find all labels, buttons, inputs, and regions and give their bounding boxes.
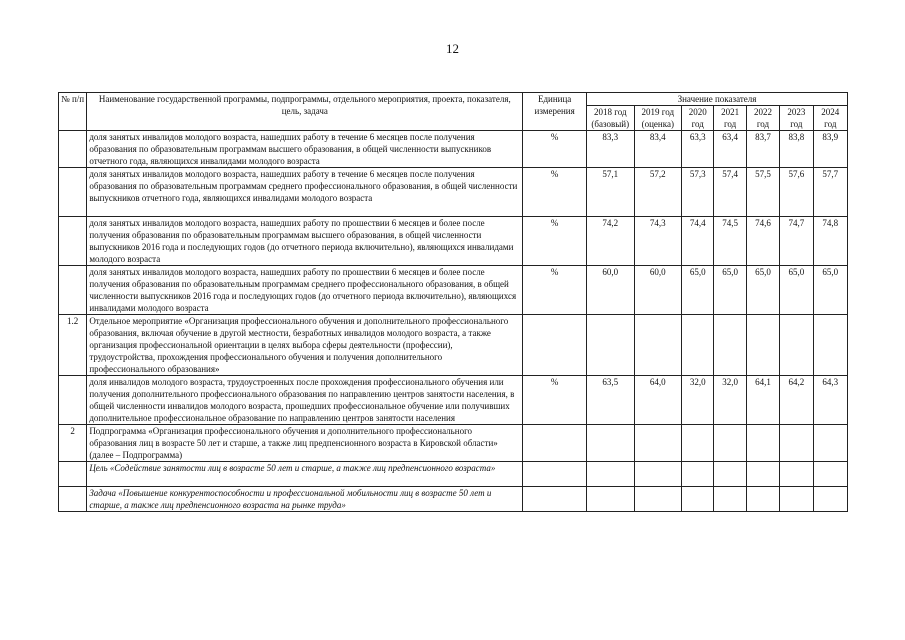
row-no: 2 (59, 425, 87, 462)
header-year: 2024 год (813, 106, 847, 131)
row-value (780, 462, 813, 487)
row-value (714, 462, 746, 487)
row-value: 83,9 (813, 131, 847, 168)
row-name: доля инвалидов молодого возраста, трудоустроенных после прохождения профессионального обучения или получения дополнительного профессионального образования по направлению центров занятости населения, в общей численности инвалидов молодого возраста, прошедших профессиональное обучение или получивших дополнительное профессиональное образование по направлению центров занятости населения (87, 376, 523, 425)
row-value (714, 425, 746, 462)
row-value: 83,7 (746, 131, 779, 168)
table-row (59, 425, 848, 462)
row-value (682, 462, 714, 487)
row-value (587, 315, 635, 376)
header-year: 2020 год (682, 106, 714, 131)
row-value (634, 487, 682, 512)
row-value (634, 425, 682, 462)
row-value (780, 425, 813, 462)
row-name: доля занятых инвалидов молодого возраста, нашедших работу по прошествии 6 месяцев и более после получения образования по образовательным программам среднего профессионального образования, в общей численности выпускников 2016 года и последующих годов (до отчетного периода включительно), являющихся инвалидами молодого возраста (87, 266, 523, 315)
row-value: 65,0 (714, 266, 746, 315)
row-value: 74,7 (780, 217, 813, 266)
row-value (780, 315, 813, 376)
row-value (714, 487, 746, 512)
row-unit: % (523, 168, 587, 217)
row-no (59, 376, 87, 425)
row-value (714, 315, 746, 376)
row-no (59, 487, 87, 512)
row-value: 57,6 (780, 168, 813, 217)
indicators-table (58, 92, 848, 512)
row-value: 65,0 (813, 266, 847, 315)
row-value (813, 425, 847, 462)
table-row (59, 217, 848, 266)
row-no (59, 131, 87, 168)
row-value: 65,0 (746, 266, 779, 315)
header-year: 2023 год (780, 106, 813, 131)
row-value (746, 315, 779, 376)
row-value: 65,0 (780, 266, 813, 315)
row-value (587, 425, 635, 462)
row-value: 63,3 (682, 131, 714, 168)
row-unit (523, 425, 587, 462)
table-row (59, 131, 848, 168)
row-goal: Цель «Содействие занятости лиц в возрасте 50 лет и старше, а также лиц предпенсионного возраста» (87, 462, 523, 487)
row-value: 57,2 (634, 168, 682, 217)
row-value: 64,3 (813, 376, 847, 425)
row-unit: % (523, 376, 587, 425)
row-value: 32,0 (682, 376, 714, 425)
row-value: 57,3 (682, 168, 714, 217)
row-value: 74,8 (813, 217, 847, 266)
row-value: 57,7 (813, 168, 847, 217)
row-value (813, 315, 847, 376)
table-row (59, 487, 848, 512)
row-no (59, 462, 87, 487)
row-value: 83,3 (587, 131, 635, 168)
row-no: 1.2 (59, 315, 87, 376)
row-value: 74,5 (714, 217, 746, 266)
row-value (682, 487, 714, 512)
row-value: 83,8 (780, 131, 813, 168)
table-header-row (59, 93, 848, 106)
row-value: 64,0 (634, 376, 682, 425)
header-year: 2018 год (базовый) (587, 106, 635, 131)
table-row (59, 462, 848, 487)
row-value: 32,0 (714, 376, 746, 425)
header-year: 2019 год (оценка) (634, 106, 682, 131)
table-row (59, 376, 848, 425)
row-name: доля занятых инвалидов молодого возраста, нашедших работу в течение 6 месяцев после получения образования по образовательным программам среднего профессионального образования, в общей численности выпускников отчетного года, являющихся инвалидами молодого возраста (87, 168, 523, 217)
row-value (813, 487, 847, 512)
row-value (746, 425, 779, 462)
row-unit: % (523, 217, 587, 266)
row-value: 74,4 (682, 217, 714, 266)
row-name: доля занятых инвалидов молодого возраста, нашедших работу по прошествии 6 месяцев и более после получения образования по образовательным программам высшего образования, в общей численности выпускников 2016 года и последующих годов (до отчетного периода включительно), являющихся инвалидами молодого возраста (87, 217, 523, 266)
row-value: 57,1 (587, 168, 635, 217)
header-name: Наименование государственной программы, подпрограммы, отдельного мероприятия, проекта, показателя, цель, задача (87, 93, 523, 131)
row-no (59, 168, 87, 217)
row-value (634, 462, 682, 487)
header-no: № п/п (59, 93, 87, 131)
row-value: 57,4 (714, 168, 746, 217)
row-value (587, 462, 635, 487)
row-value: 83,4 (634, 131, 682, 168)
row-value: 57,5 (746, 168, 779, 217)
page-number: 12 (446, 41, 459, 56)
row-value: 64,2 (780, 376, 813, 425)
row-value (813, 462, 847, 487)
table-row (59, 315, 848, 376)
row-name: Отдельное мероприятие «Организация профессионального обучения и дополнительного профессионального образования, включая обучение в другой местности, безработных инвалидов молодого возраста, а также организация профессиональной ориентации в целях выбора сферы деятельности (профессии), трудоустройства, прохождения профессионального обучения и получения дополнительного профессионального образования» (87, 315, 523, 376)
row-value (587, 487, 635, 512)
row-value: 74,6 (746, 217, 779, 266)
row-value: 65,0 (682, 266, 714, 315)
row-unit (523, 462, 587, 487)
header-unit: Единица измерения (523, 93, 587, 131)
row-value: 74,2 (587, 217, 635, 266)
header-values-group: Значение показателя (587, 93, 848, 106)
row-unit: % (523, 266, 587, 315)
row-unit (523, 315, 587, 376)
row-task: Задача «Повышение конкурентоспособности и профессиональной мобильности лиц в возрасте 50 лет и старше, а также лиц предпенсионного возраста на рынке труда» (87, 487, 523, 512)
row-value: 74,3 (634, 217, 682, 266)
table-row (59, 266, 848, 315)
row-no (59, 217, 87, 266)
header-year: 2021 год (714, 106, 746, 131)
row-value: 60,0 (587, 266, 635, 315)
table-row (59, 168, 848, 217)
row-name: Подпрограмма «Организация профессионального обучения и дополнительного профессионального образования лиц в возрасте 50 лет и старше, а также лиц предпенсионного возраста в Кировской области» (далее – Подпрограмма) (87, 425, 523, 462)
row-value: 63,4 (714, 131, 746, 168)
row-value: 60,0 (634, 266, 682, 315)
row-value: 64,1 (746, 376, 779, 425)
row-value (746, 462, 779, 487)
row-value: 63,5 (587, 376, 635, 425)
row-value (780, 487, 813, 512)
header-year: 2022 год (746, 106, 779, 131)
row-name: доля занятых инвалидов молодого возраста, нашедших работу в течение 6 месяцев после получения образования по образовательным программам высшего образования, в общей численности выпускников отчетного года, являющихся инвалидами молодого возраста (87, 131, 523, 168)
row-no (59, 266, 87, 315)
row-unit: % (523, 131, 587, 168)
row-value (682, 315, 714, 376)
row-value (746, 487, 779, 512)
row-unit (523, 487, 587, 512)
row-value (634, 315, 682, 376)
row-value (682, 425, 714, 462)
